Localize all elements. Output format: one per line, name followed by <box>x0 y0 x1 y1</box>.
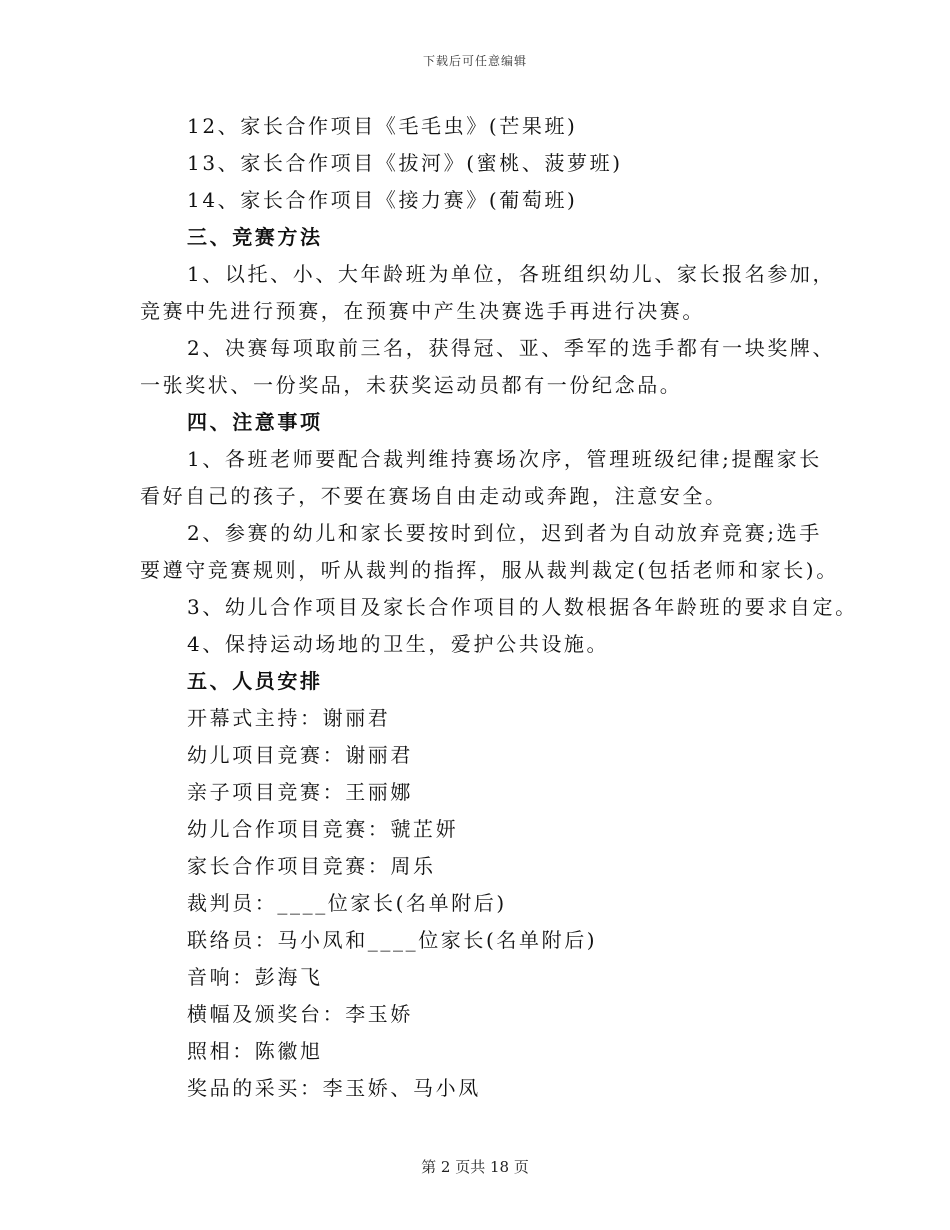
section-heading-4: 四、注意事项 <box>187 410 323 434</box>
item-12: 12、家长合作项目《毛毛虫》(芒果班) <box>187 114 578 138</box>
paragraph-3-2-line-1: 2、决赛每项取前三名，获得冠、亚、季军的选手都有一块奖牌、 <box>187 336 836 360</box>
paragraph-3-1-line-2: 竞赛中先进行预赛，在预赛中产生决赛选手再进行决赛。 <box>140 299 705 323</box>
paragraph-4-1-line-2: 看好自己的孩子，不要在赛场自由走动或奔跑，注意安全。 <box>140 484 728 508</box>
staff-line: 裁判员：____位家长(名单附后) <box>187 891 507 915</box>
staff-line: 音响：彭海飞 <box>187 965 323 989</box>
staff-line: 幼儿项目竞赛：谢丽君 <box>187 743 413 767</box>
staff-line: 联络员：马小凤和____位家长(名单附后) <box>187 928 598 952</box>
staff-line: 照相：陈徽旭 <box>187 1039 323 1063</box>
section-heading-3: 三、竞赛方法 <box>187 225 323 249</box>
paragraph-4-3: 3、幼儿合作项目及家长合作项目的人数根据各年龄班的要求自定。 <box>187 595 858 619</box>
section-heading-5: 五、人员安排 <box>187 669 323 693</box>
paragraph-3-2-line-2: 一张奖状、一份奖品，未获奖运动员都有一份纪念品。 <box>140 373 683 397</box>
item-13: 13、家长合作项目《拔河》(蜜桃、菠萝班) <box>187 151 623 175</box>
staff-line: 家长合作项目竞赛：周乐 <box>187 854 436 878</box>
paragraph-3-1-line-1: 1、以托、小、大年龄班为单位，各班组织幼儿、家长报名参加， <box>187 262 836 286</box>
item-14: 14、家长合作项目《接力赛》(葡萄班) <box>187 188 578 212</box>
staff-line: 奖品的采买：李玉娇、马小凤 <box>187 1076 481 1100</box>
staff-line: 横幅及颁奖台：李玉娇 <box>187 1002 413 1026</box>
staff-line: 亲子项目竞赛：王丽娜 <box>187 780 413 804</box>
paragraph-4-2-line-2: 要遵守竞赛规则，听从裁判的指挥，服从裁判裁定(包括老师和家长)。 <box>140 558 839 582</box>
paragraph-4-2-line-1: 2、参赛的幼儿和家长要按时到位，迟到者为自动放弃竞赛;选手 <box>187 521 822 545</box>
staff-line: 开幕式主持：谢丽君 <box>187 706 391 730</box>
page-footer: 第 2 页共 18 页 <box>421 1158 529 1176</box>
staff-line: 幼儿合作项目竞赛：虢芷妍 <box>187 817 459 841</box>
paragraph-4-4: 4、保持运动场地的卫生，爱护公共设施。 <box>187 632 610 656</box>
paragraph-4-1-line-1: 1、各班老师要配合裁判维持赛场次序，管理班级纪律;提醒家长 <box>187 447 822 471</box>
page-header: 下载后可任意编辑 <box>422 54 527 68</box>
